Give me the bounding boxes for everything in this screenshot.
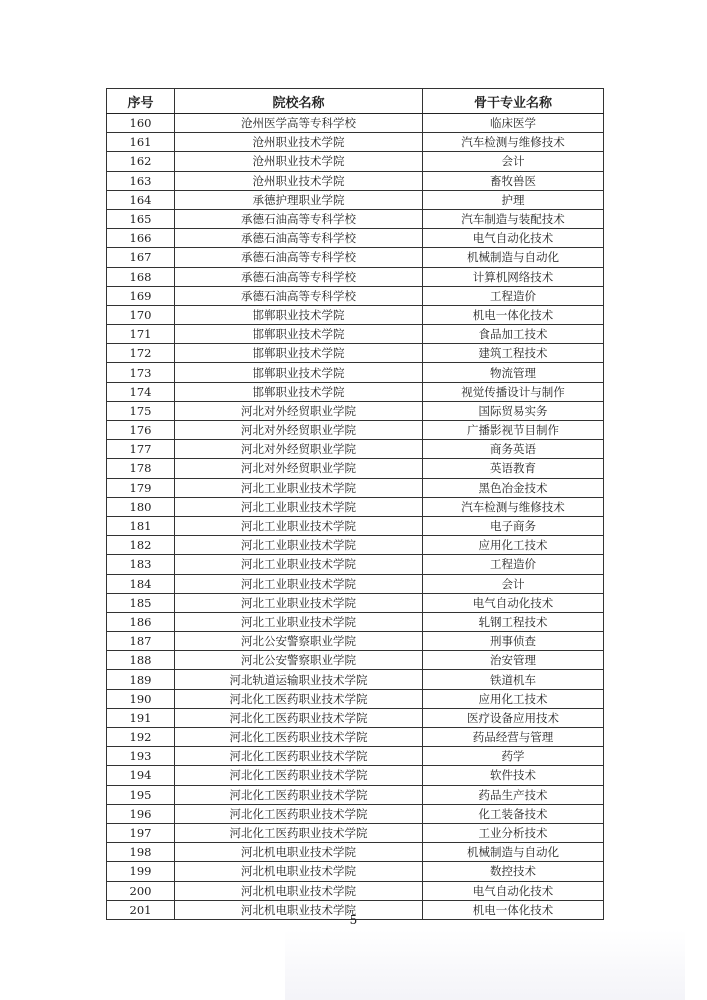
table-row [107, 267, 604, 286]
school-name-cell: 承德石油高等专科学校 [175, 286, 423, 305]
table-row [107, 459, 604, 478]
school-name-cell: 承德石油高等专科学校 [175, 267, 423, 286]
table-row [107, 114, 604, 133]
major-name-cell: 物流管理 [423, 363, 604, 382]
table-row [107, 229, 604, 248]
major-name-cell: 食品加工技术 [423, 325, 604, 344]
row-number-cell: 183 [107, 555, 175, 574]
majors-table-container [106, 88, 603, 920]
table-row [107, 171, 604, 190]
table-row [107, 344, 604, 363]
school-name-cell: 河北化工医药职业技术学院 [175, 689, 423, 708]
school-name-cell: 沧州职业技术学院 [175, 133, 423, 152]
table-row [107, 632, 604, 651]
major-name-cell: 商务英语 [423, 440, 604, 459]
row-number-cell: 194 [107, 766, 175, 785]
row-number-cell: 160 [107, 114, 175, 133]
row-number-cell: 169 [107, 286, 175, 305]
header-no: 序号 [107, 89, 175, 114]
table-row [107, 728, 604, 747]
row-number-cell: 185 [107, 593, 175, 612]
major-name-cell: 汽车检测与维修技术 [423, 133, 604, 152]
school-name-cell: 邯郸职业技术学院 [175, 382, 423, 401]
majors-table [106, 88, 604, 920]
table-row [107, 881, 604, 900]
school-name-cell: 河北工业职业技术学院 [175, 555, 423, 574]
row-number-cell: 198 [107, 843, 175, 862]
row-number-cell: 190 [107, 689, 175, 708]
major-name-cell: 电子商务 [423, 516, 604, 535]
row-number-cell: 196 [107, 804, 175, 823]
school-name-cell: 河北工业职业技术学院 [175, 516, 423, 535]
major-name-cell: 机电一体化技术 [423, 900, 604, 919]
major-name-cell: 护理 [423, 190, 604, 209]
table-row [107, 190, 604, 209]
major-name-cell: 电气自动化技术 [423, 593, 604, 612]
major-name-cell: 黑色冶金技术 [423, 478, 604, 497]
major-name-cell: 机械制造与自动化 [423, 843, 604, 862]
table-row [107, 785, 604, 804]
table-row [107, 401, 604, 420]
school-name-cell: 河北机电职业技术学院 [175, 843, 423, 862]
school-name-cell: 河北对外经贸职业学院 [175, 459, 423, 478]
school-name-cell: 河北化工医药职业技术学院 [175, 785, 423, 804]
row-number-cell: 166 [107, 229, 175, 248]
major-name-cell: 机械制造与自动化 [423, 248, 604, 267]
major-name-cell: 畜牧兽医 [423, 171, 604, 190]
school-name-cell: 河北工业职业技术学院 [175, 574, 423, 593]
school-name-cell: 河北工业职业技术学院 [175, 536, 423, 555]
major-name-cell: 汽车检测与维修技术 [423, 497, 604, 516]
major-name-cell: 电气自动化技术 [423, 881, 604, 900]
table-row [107, 305, 604, 324]
major-name-cell: 工业分析技术 [423, 823, 604, 842]
row-number-cell: 200 [107, 881, 175, 900]
table-header-row [107, 89, 604, 114]
row-number-cell: 175 [107, 401, 175, 420]
table-row [107, 689, 604, 708]
major-name-cell: 治安管理 [423, 651, 604, 670]
major-name-cell: 广播影视节目制作 [423, 421, 604, 440]
major-name-cell: 临床医学 [423, 114, 604, 133]
major-name-cell: 机电一体化技术 [423, 305, 604, 324]
table-row [107, 286, 604, 305]
row-number-cell: 192 [107, 728, 175, 747]
school-name-cell: 河北化工医药职业技术学院 [175, 804, 423, 823]
school-name-cell: 河北工业职业技术学院 [175, 497, 423, 516]
row-number-cell: 178 [107, 459, 175, 478]
table-row [107, 574, 604, 593]
row-number-cell: 174 [107, 382, 175, 401]
row-number-cell: 182 [107, 536, 175, 555]
school-name-cell: 河北化工医药职业技术学院 [175, 823, 423, 842]
major-name-cell: 英语教育 [423, 459, 604, 478]
school-name-cell: 河北对外经贸职业学院 [175, 401, 423, 420]
table-row [107, 823, 604, 842]
table-row [107, 708, 604, 727]
school-name-cell: 邯郸职业技术学院 [175, 325, 423, 344]
table-row [107, 421, 604, 440]
row-number-cell: 173 [107, 363, 175, 382]
row-number-cell: 171 [107, 325, 175, 344]
header-major: 骨干专业名称 [423, 89, 604, 114]
scan-shading [285, 930, 685, 1000]
row-number-cell: 181 [107, 516, 175, 535]
major-name-cell: 铁道机车 [423, 670, 604, 689]
table-row [107, 152, 604, 171]
school-name-cell: 河北机电职业技术学院 [175, 862, 423, 881]
row-number-cell: 191 [107, 708, 175, 727]
table-row [107, 862, 604, 881]
table-row [107, 612, 604, 631]
school-name-cell: 河北化工医药职业技术学院 [175, 708, 423, 727]
major-name-cell: 药品生产技术 [423, 785, 604, 804]
table-row [107, 555, 604, 574]
row-number-cell: 197 [107, 823, 175, 842]
table-row [107, 766, 604, 785]
row-number-cell: 177 [107, 440, 175, 459]
major-name-cell: 化工装备技术 [423, 804, 604, 823]
school-name-cell: 沧州职业技术学院 [175, 152, 423, 171]
row-number-cell: 167 [107, 248, 175, 267]
table-row [107, 248, 604, 267]
school-name-cell: 河北公安警察职业学院 [175, 632, 423, 651]
table-row [107, 478, 604, 497]
table-row [107, 133, 604, 152]
major-name-cell: 刑事侦查 [423, 632, 604, 651]
table-row [107, 440, 604, 459]
row-number-cell: 168 [107, 267, 175, 286]
school-name-cell: 承德石油高等专科学校 [175, 229, 423, 248]
major-name-cell: 药学 [423, 747, 604, 766]
school-name-cell: 沧州医学高等专科学校 [175, 114, 423, 133]
major-name-cell: 数控技术 [423, 862, 604, 881]
major-name-cell: 会计 [423, 152, 604, 171]
major-name-cell: 工程造价 [423, 555, 604, 574]
major-name-cell: 药品经营与管理 [423, 728, 604, 747]
row-number-cell: 199 [107, 862, 175, 881]
school-name-cell: 邯郸职业技术学院 [175, 344, 423, 363]
table-row [107, 651, 604, 670]
row-number-cell: 180 [107, 497, 175, 516]
row-number-cell: 188 [107, 651, 175, 670]
row-number-cell: 170 [107, 305, 175, 324]
row-number-cell: 162 [107, 152, 175, 171]
school-name-cell: 河北机电职业技术学院 [175, 881, 423, 900]
school-name-cell: 河北机电职业技术学院 [175, 900, 423, 919]
row-number-cell: 184 [107, 574, 175, 593]
school-name-cell: 河北化工医药职业技术学院 [175, 747, 423, 766]
row-number-cell: 163 [107, 171, 175, 190]
major-name-cell: 应用化工技术 [423, 536, 604, 555]
school-name-cell: 邯郸职业技术学院 [175, 363, 423, 382]
header-school: 院校名称 [175, 89, 423, 114]
row-number-cell: 195 [107, 785, 175, 804]
row-number-cell: 193 [107, 747, 175, 766]
school-name-cell: 河北轨道运输职业技术学院 [175, 670, 423, 689]
row-number-cell: 172 [107, 344, 175, 363]
school-name-cell: 河北工业职业技术学院 [175, 478, 423, 497]
table-body [107, 114, 604, 920]
table-row [107, 325, 604, 344]
row-number-cell: 186 [107, 612, 175, 631]
table-row [107, 363, 604, 382]
major-name-cell: 国际贸易实务 [423, 401, 604, 420]
major-name-cell: 轧钢工程技术 [423, 612, 604, 631]
major-name-cell: 应用化工技术 [423, 689, 604, 708]
table-row [107, 843, 604, 862]
row-number-cell: 176 [107, 421, 175, 440]
table-row [107, 516, 604, 535]
table-row [107, 497, 604, 516]
major-name-cell: 建筑工程技术 [423, 344, 604, 363]
school-name-cell: 承德石油高等专科学校 [175, 209, 423, 228]
major-name-cell: 医疗设备应用技术 [423, 708, 604, 727]
school-name-cell: 河北对外经贸职业学院 [175, 421, 423, 440]
row-number-cell: 164 [107, 190, 175, 209]
school-name-cell: 河北工业职业技术学院 [175, 593, 423, 612]
table-row [107, 536, 604, 555]
table-row [107, 382, 604, 401]
table-row [107, 804, 604, 823]
row-number-cell: 179 [107, 478, 175, 497]
school-name-cell: 沧州职业技术学院 [175, 171, 423, 190]
major-name-cell: 视觉传播设计与制作 [423, 382, 604, 401]
row-number-cell: 165 [107, 209, 175, 228]
school-name-cell: 河北对外经贸职业学院 [175, 440, 423, 459]
school-name-cell: 河北化工医药职业技术学院 [175, 766, 423, 785]
table-row [107, 747, 604, 766]
major-name-cell: 电气自动化技术 [423, 229, 604, 248]
school-name-cell: 河北化工医药职业技术学院 [175, 728, 423, 747]
school-name-cell: 河北工业职业技术学院 [175, 612, 423, 631]
major-name-cell: 软件技术 [423, 766, 604, 785]
major-name-cell: 会计 [423, 574, 604, 593]
row-number-cell: 201 [107, 900, 175, 919]
table-row [107, 670, 604, 689]
row-number-cell: 161 [107, 133, 175, 152]
major-name-cell: 汽车制造与装配技术 [423, 209, 604, 228]
page-number: 5 [349, 913, 358, 927]
table-row [107, 209, 604, 228]
row-number-cell: 189 [107, 670, 175, 689]
school-name-cell: 承德石油高等专科学校 [175, 248, 423, 267]
major-name-cell: 计算机网络技术 [423, 267, 604, 286]
table-row [107, 593, 604, 612]
school-name-cell: 邯郸职业技术学院 [175, 305, 423, 324]
school-name-cell: 河北公安警察职业学院 [175, 651, 423, 670]
major-name-cell: 工程造价 [423, 286, 604, 305]
school-name-cell: 承德护理职业学院 [175, 190, 423, 209]
row-number-cell: 187 [107, 632, 175, 651]
